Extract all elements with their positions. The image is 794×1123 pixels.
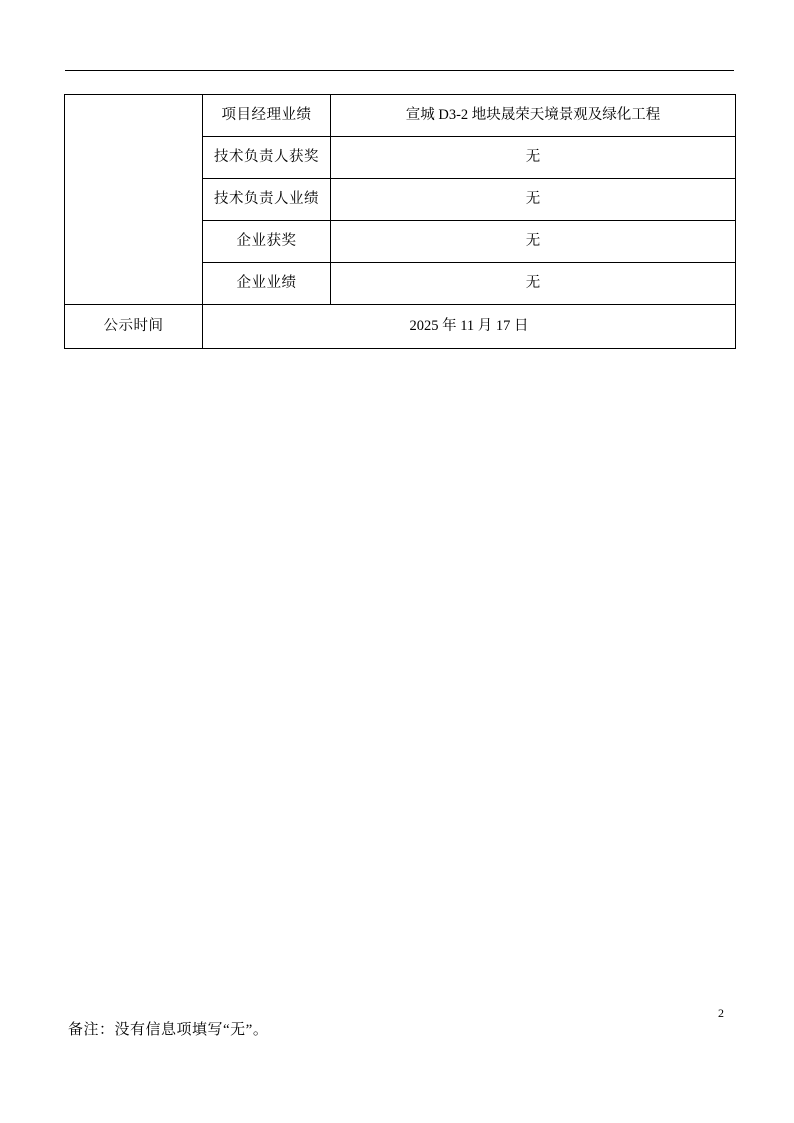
footer-note: 备注：没有信息项填写“无”。 — [68, 1022, 269, 1038]
row-value-project-manager-performance: 宣城 D3-2 地块晟荣天境景观及绿化工程 — [331, 95, 736, 137]
table-row — [65, 95, 736, 137]
row-label-company-award: 企业获奖 — [203, 221, 331, 263]
row-label-company-performance: 企业业绩 — [203, 263, 331, 305]
row-value-publish-time: 2025 年 11 月 17 日 — [203, 305, 736, 349]
row-label-tech-lead-award: 技术负责人获奖 — [203, 137, 331, 179]
table-row-publish-time — [65, 305, 736, 349]
row-value-company-award: 无 — [331, 221, 736, 263]
row-value-company-performance: 无 — [331, 263, 736, 305]
header-rule — [65, 70, 734, 71]
row-label-project-manager-performance: 项目经理业绩 — [203, 95, 331, 137]
information-table — [64, 94, 736, 349]
row-value-tech-lead-performance: 无 — [331, 179, 736, 221]
row-label-tech-lead-performance: 技术负责人业绩 — [203, 179, 331, 221]
merged-left-cell — [65, 95, 203, 305]
row-label-publish-time: 公示时间 — [65, 305, 203, 349]
row-value-tech-lead-award: 无 — [331, 137, 736, 179]
page-number: 2 — [718, 1006, 724, 1020]
